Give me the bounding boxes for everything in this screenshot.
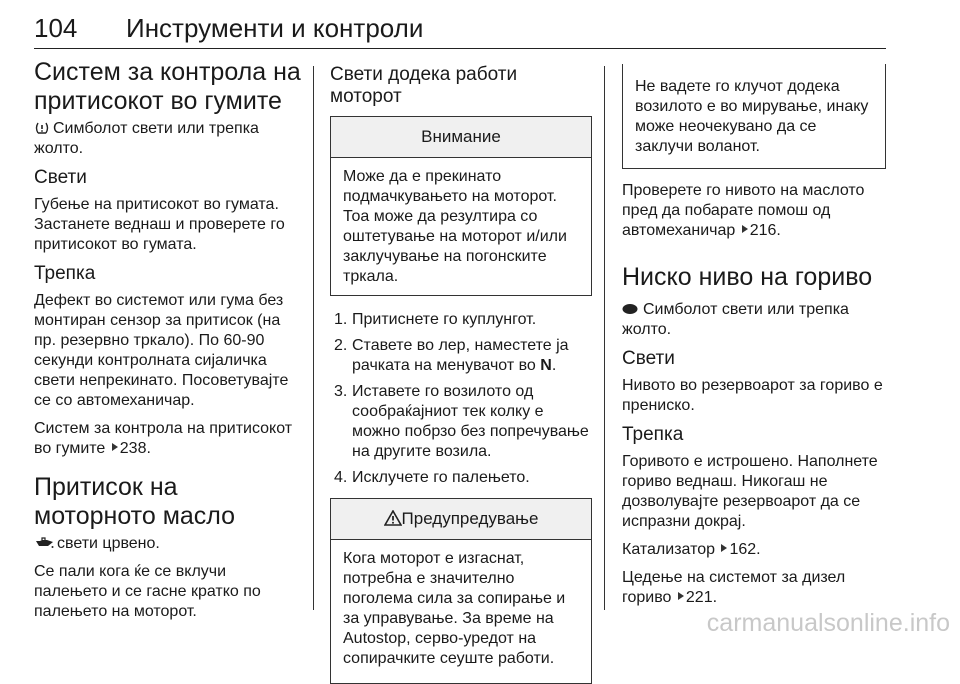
tire-pressure-icon: [34, 121, 50, 135]
paragraph: Дефект во системот или гума без монтиран сензор за притисок (на пр. резервно тркало). По 60-90 секунди контролната сијаличка свети непрекинато. Посоветувајте се со автомеханичар.: [34, 292, 289, 409]
subheading-on: Свети: [622, 348, 675, 369]
caution-heading: Внимание: [331, 117, 591, 158]
column-divider: [604, 66, 605, 610]
warning-text: Кога моторот е изгаснат, потребна е значително поголема сила за сопирање и за управување. За време на Autostop, серво-уредот на сопирачките сеуште работи.: [343, 550, 566, 667]
fuel-pump-icon: [622, 302, 640, 316]
caution-text: Може да е прекинато подмачкувањето на моторот. Тоа може да резултира со оштетување на моторот и/или заклучување на погонските тркала.: [343, 168, 567, 285]
arrow-right-icon: [112, 443, 118, 451]
warning-heading: Предупредување: [331, 499, 591, 540]
column-2: [330, 58, 592, 684]
arrow-right-icon: [742, 225, 748, 233]
paragraph: Проверете го нивото на маслото пред да побарате помош од автомеханичар 216.: [622, 182, 865, 239]
warning-box-continued: [622, 64, 886, 169]
subheading-flashing: Трепка: [34, 263, 96, 284]
oil-can-icon: [34, 536, 54, 550]
column-1: [34, 58, 302, 630]
list-item: 2. Ставете во лер, наместете ја рачката на менувачот во N.: [334, 337, 569, 374]
column-3: [622, 58, 886, 616]
caution-box: [330, 116, 592, 296]
page-number: 104: [34, 13, 78, 43]
warning-box: [330, 498, 592, 684]
warning-text: Не вадете го клучот додека возилото е во мирување, инаку може неочекувано да се заклучи воланот.: [635, 78, 869, 155]
cross-reference[interactable]: Систем за контрола на притисокот во гумите 238.: [34, 420, 293, 457]
page-header: [34, 4, 886, 49]
watermark: carmanualsonline.info: [706, 609, 950, 637]
column-divider: [313, 66, 314, 610]
cross-reference[interactable]: Цедење на системот за дизел гориво 221.: [622, 569, 846, 606]
arrow-right-icon: [721, 544, 727, 552]
paragraph: Нивото во резервоарот за гориво е прениско.: [622, 377, 883, 414]
running-title: Инструменти и контроли: [126, 13, 424, 43]
section-intro: Симболот свети или трепка жолто.: [622, 301, 849, 338]
list-item: 3. Иставете го возилото од сообраќајниот тек колку е можно побрзо без попречување на другите возила.: [334, 383, 589, 460]
subheading-engine-running: Свети додека работи моторот: [330, 64, 518, 107]
section-intro: Симболот свети или трепка жолто.: [34, 120, 259, 157]
paragraph: Се пали кога ќе се вклучи палењето и се гасне кратко по палењето на моторот.: [34, 563, 261, 620]
subheading-on: Свети: [34, 167, 87, 188]
section-title-oil-pressure: Притисок на моторното масло: [34, 473, 236, 530]
subheading-flashing: Трепка: [622, 424, 684, 445]
list-item: 4. Исклучете го палењето.: [334, 469, 530, 486]
paragraph: Губење на притисокот во гумата. Застанете веднаш и проверете го притисокот во гумата.: [34, 196, 285, 253]
steps-list: [330, 310, 592, 488]
warning-triangle-icon: [384, 510, 402, 526]
section-title-low-fuel: Ниско ниво на гориво: [622, 263, 873, 291]
arrow-right-icon: [678, 592, 684, 600]
section-intro: свети црвено.: [34, 534, 302, 554]
cross-reference[interactable]: 216.: [749, 222, 781, 239]
section-title-tire-pressure: Систем за контрола на притисокот во гумите: [34, 58, 301, 115]
cross-reference[interactable]: Катализатор 162.: [622, 541, 761, 558]
list-item: 1. Притиснете го куплунгот.: [334, 311, 537, 328]
paragraph: Горивото е истрошено. Наполнете гориво веднаш. Никогаш не дозволувајте резервоарот да се испразни докрај.: [622, 453, 878, 530]
